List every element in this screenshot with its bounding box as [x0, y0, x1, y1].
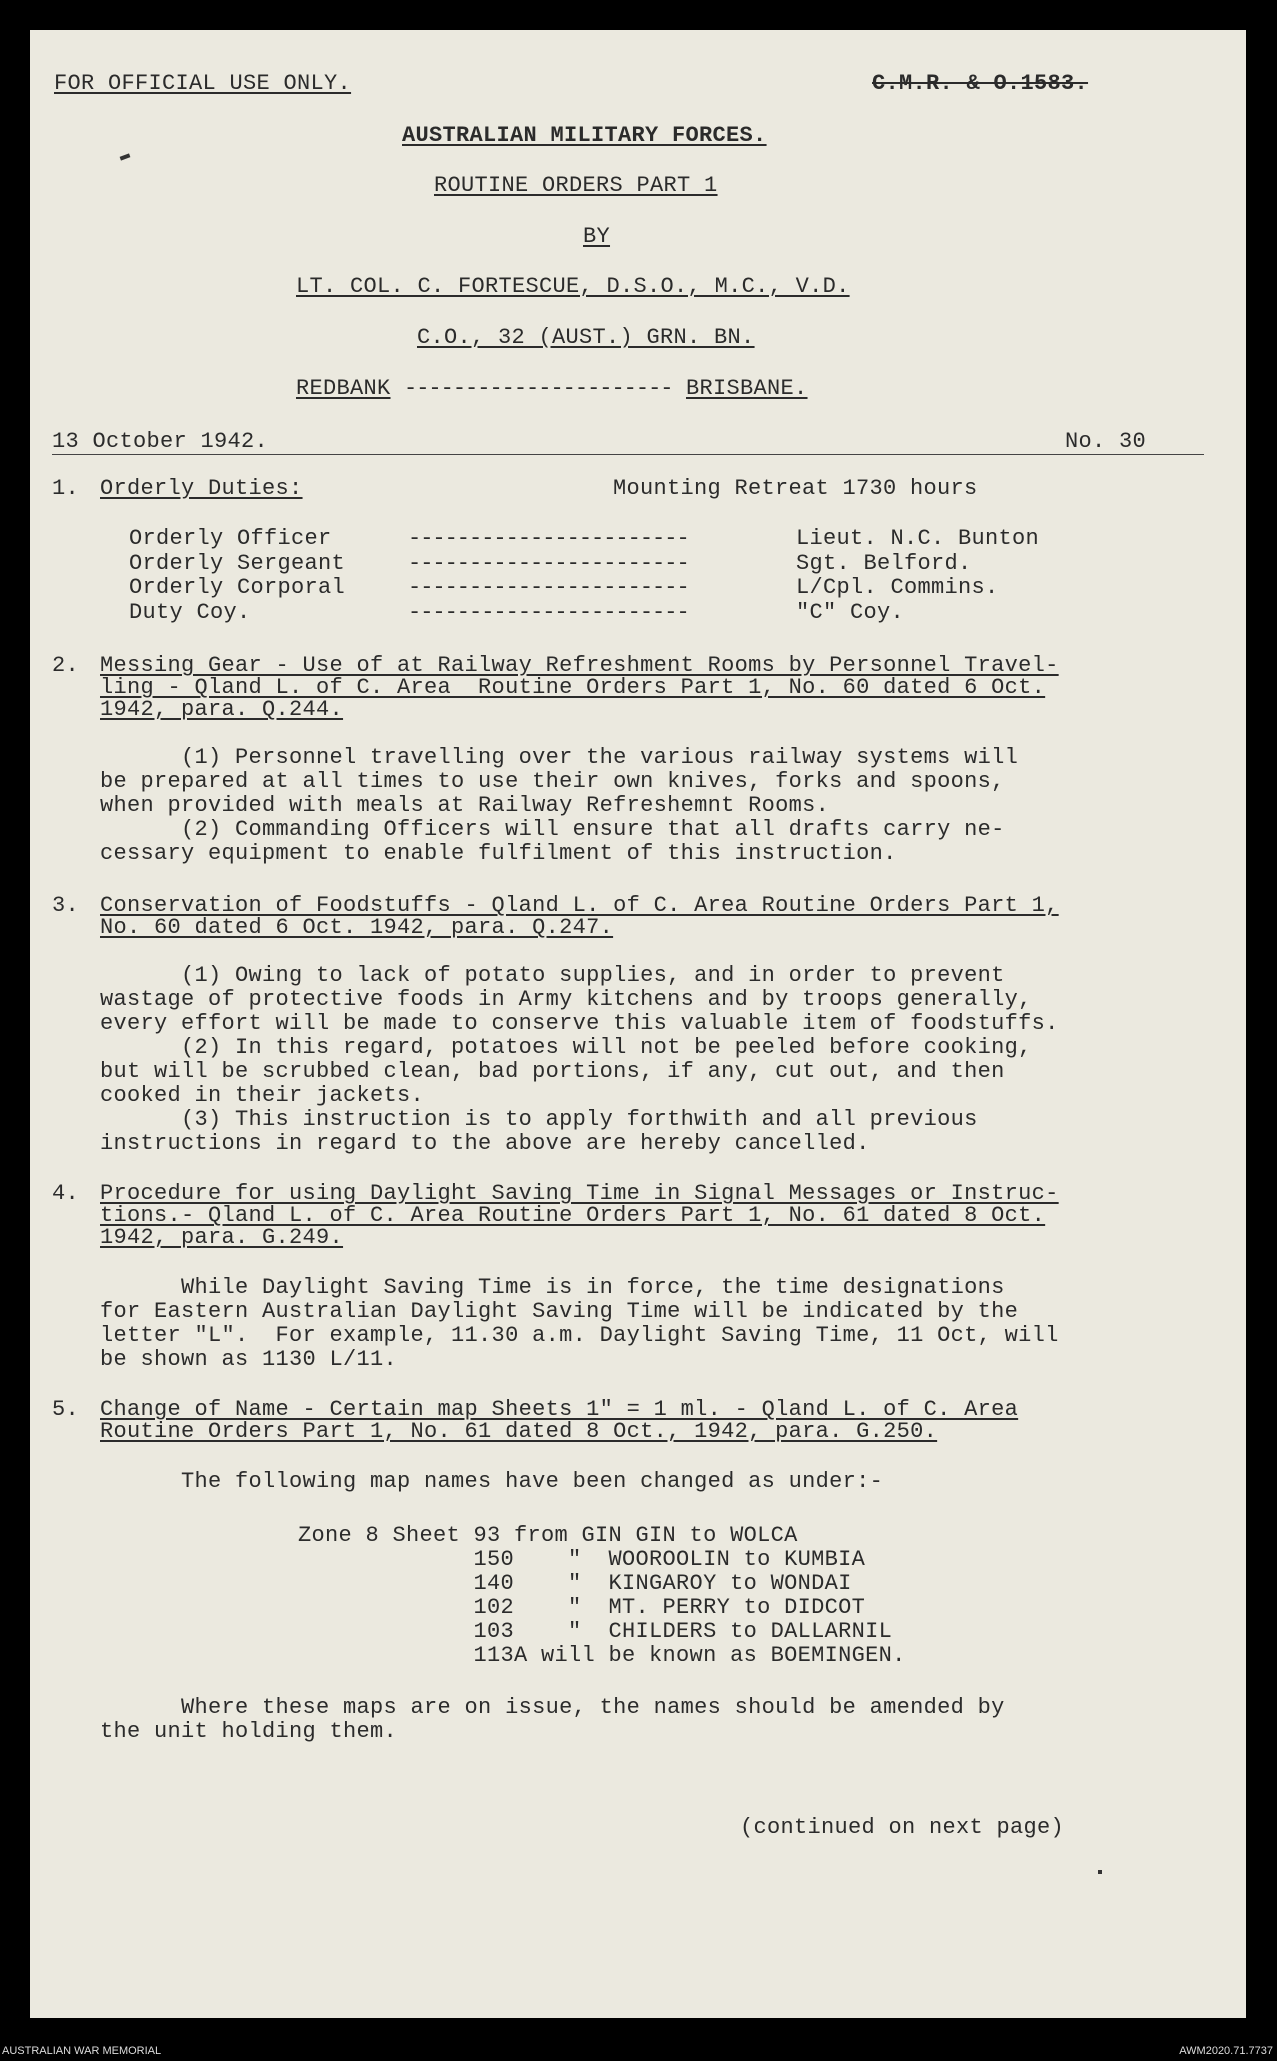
section2-number: 2. [52, 653, 80, 678]
section1-title: Orderly Duties: [100, 476, 303, 501]
section4-body: be shown as 1130 L/11. [100, 1347, 398, 1372]
location-line [296, 377, 808, 401]
section3-body: but will be scrubbed clean, bad portions, if any, cut out, and then [100, 1059, 1005, 1084]
document-page [30, 30, 1246, 2018]
section2-body: cessary equipment to enable fulfilment of this instruction. [100, 841, 897, 866]
map-change: 113A will be known as BOEMINGEN. [298, 1643, 906, 1668]
duty-name: L/Cpl. Commins. [796, 575, 999, 600]
duty-name: "C" Coy. [796, 600, 905, 625]
order-date: 13 October 1942. [52, 429, 269, 454]
location-right: BRISBANE. [686, 376, 808, 401]
section4-body: While Daylight Saving Time is in force, the time designations [100, 1275, 1005, 1300]
section2-title: ling - Qland L. of C. Area Routine Orders Part 1, No. 60 dated 6 Oct. [100, 675, 1046, 700]
section4-body: for Eastern Australian Daylight Saving Time will be indicated by the [100, 1299, 1019, 1324]
section3-body: every effort will be made to conserve this valuable item of foodstuffs. [100, 1011, 1059, 1036]
footer-id: AWM2020.71.7737 [1179, 2045, 1273, 2057]
section4-title: 1942, para. G.249. [100, 1225, 344, 1250]
section5-number: 5. [52, 1397, 80, 1422]
section2-body: (1) Personnel travelling over the various railway systems will [100, 745, 1019, 770]
map-change: 102 " MT. PERRY to DIDCOT [298, 1595, 866, 1620]
section3-body: wastage of protective foods in Army kitchens and by troops generally, [100, 987, 1032, 1012]
section1-number: 1. [52, 476, 80, 501]
section5-closing: the unit holding them. [100, 1719, 398, 1744]
duty-dashes: ----------------------- [408, 551, 689, 576]
duty-dashes: ----------------------- [408, 575, 689, 600]
footer-source: AUSTRALIAN WAR MEMORIAL [2, 2045, 162, 2057]
section1-mounting: Mounting Retreat 1730 hours [613, 476, 978, 501]
continued-note: (continued on next page) [740, 1815, 1065, 1840]
orders-heading: ROUTINE ORDERS PART 1 [434, 173, 718, 198]
section2-title: 1942, para. Q.244. [100, 697, 344, 722]
officer-name: LT. COL. C. FORTESCUE, D.S.O., M.C., V.D. [296, 274, 850, 299]
ink-mark [120, 153, 131, 160]
section3-body: (3) This instruction is to apply forthwith and all previous [100, 1107, 978, 1132]
unit-name: C.O., 32 (AUST.) GRN. BN. [417, 325, 755, 350]
official-use-label: FOR OFFICIAL USE ONLY. [54, 71, 352, 96]
section3-title: No. 60 dated 6 Oct. 1942, para. Q.247. [100, 915, 614, 940]
order-number: No. 30 [1065, 429, 1147, 454]
section2-body: be prepared at all times to use their own knives, forks and spoons, [100, 769, 1005, 794]
ink-mark [1098, 1870, 1102, 1874]
location-dashes: ---------------------- [404, 376, 673, 401]
section5-closing: Where these maps are on issue, the names should be amended by [100, 1695, 1005, 1720]
section4-body: letter "L". For example, 11.30 a.m. Daylight Saving Time, 11 Oct, will [100, 1323, 1059, 1348]
duty-name: Sgt. Belford. [796, 551, 972, 576]
map-change: 150 " WOOROOLIN to KUMBIA [298, 1547, 866, 1572]
date-rule [52, 454, 1204, 455]
duty-role: Orderly Corporal [129, 575, 346, 600]
map-change: 140 " KINGAROY to WONDAI [298, 1571, 852, 1596]
map-change: 103 " CHILDERS to DALLARNIL [298, 1619, 893, 1644]
section3-body: instructions in regard to the above are hereby cancelled. [100, 1131, 870, 1156]
reference-number: C.M.R. & O.1583. [872, 71, 1089, 96]
section3-number: 3. [52, 893, 80, 918]
duty-role: Orderly Officer [129, 526, 332, 551]
section5-title: Routine Orders Part 1, No. 61 dated 8 Oct., 1942, para. G.250. [100, 1419, 938, 1444]
section3-body: cooked in their jackets. [100, 1083, 425, 1108]
duty-role: Duty Coy. [129, 600, 251, 625]
section3-body: (1) Owing to lack of potato supplies, and in order to prevent [100, 963, 1005, 988]
section4-title: tions.- Qland L. of C. Area Routine Orders Part 1, No. 61 dated 8 Oct. [100, 1203, 1046, 1228]
section3-title: Conservation of Foodstuffs - Qland L. of C. Area Routine Orders Part 1, [100, 893, 1059, 918]
section5-title: Change of Name - Certain map Sheets 1" = 1 ml. - Qland L. of C. Area [100, 1397, 1019, 1422]
section4-title: Procedure for using Daylight Saving Time in Signal Messages or Instruc- [100, 1181, 1059, 1206]
location-left: REDBANK [296, 376, 391, 401]
by-heading: BY [583, 224, 611, 249]
section2-body: when provided with meals at Railway Refreshemnt Rooms. [100, 793, 830, 818]
map-change: Zone 8 Sheet 93 from GIN GIN to WOLCA [298, 1523, 798, 1548]
duty-dashes: ----------------------- [408, 600, 689, 625]
section3-body: (2) In this regard, potatoes will not be peeled before cooking, [100, 1035, 1032, 1060]
forces-heading: AUSTRALIAN MILITARY FORCES. [402, 123, 767, 148]
section4-number: 4. [52, 1181, 80, 1206]
duty-name: Lieut. N.C. Bunton [796, 526, 1040, 551]
section2-body: (2) Commanding Officers will ensure that all drafts carry ne- [100, 817, 1005, 842]
duty-dashes: ----------------------- [408, 526, 689, 551]
duty-role: Orderly Sergeant [129, 551, 346, 576]
section5-intro: The following map names have been changed as under:- [100, 1469, 884, 1494]
section2-title: Messing Gear - Use of at Railway Refreshment Rooms by Personnel Travel- [100, 653, 1059, 678]
